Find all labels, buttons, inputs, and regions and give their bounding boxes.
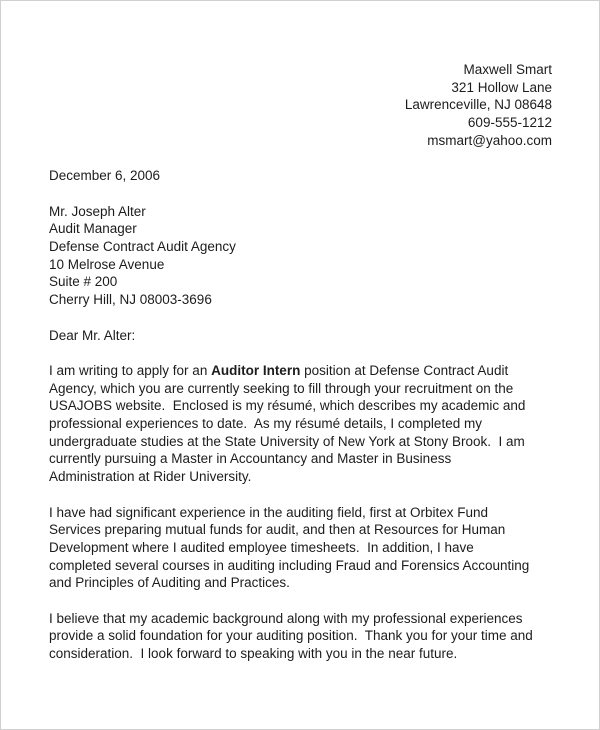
text-line: Maxwell Smart: [463, 62, 552, 77]
text-line: provide a solid foundation for your auditing position. Thank you for your time and: [49, 628, 533, 644]
text-line: I am writing to apply for an Auditor Intern position at Defense Contract Audit: [49, 362, 509, 378]
body-paragraph: [49, 504, 552, 593]
text-line: Audit Manager: [49, 221, 137, 237]
text-line: and Principles of Auditing and Practices.: [49, 575, 290, 591]
text-line: Administration at Rider University.: [49, 469, 252, 485]
text-line: currently pursuing a Master in Accountancy and Master in Business: [49, 451, 452, 467]
text-line: consideration. I look forward to speaking with you in the near future.: [49, 646, 458, 662]
text-line: Cherry Hill, NJ 08003-3696: [49, 292, 212, 308]
sender-address-block: [49, 61, 552, 150]
text-line: I have had significant experience in the auditing field, first at Orbitex Fund: [49, 504, 489, 520]
recipient-address-block: [49, 203, 552, 309]
bold-text: Auditor Intern: [211, 362, 301, 378]
text-line: 10 Melrose Avenue: [49, 256, 165, 272]
body-paragraph: [49, 362, 552, 486]
text-line: Agency, which you are currently seeking to fill through your recruitment on the: [49, 380, 514, 396]
text-line: Lawrenceville, NJ 08648: [404, 97, 552, 113]
text-line: Defense Contract Audit Agency: [49, 239, 236, 254]
text-line: undergraduate studies at the State University of New York at Stony Brook. I am: [49, 433, 525, 449]
text-line: msmart@yahoo.com: [427, 132, 552, 148]
text-line: 321 Hollow Lane: [451, 79, 552, 95]
text-line: Mr. Joseph Alter: [49, 203, 146, 219]
text-line: USAJOBS website. Enclosed is my résumé, which describes my academic and: [49, 398, 526, 414]
text-line: Development where I audited employee timesheets. In addition, I have: [49, 539, 474, 555]
text-line: 609-555-1212: [467, 115, 552, 131]
text-line: completed several courses in auditing including Fraud and Forensics Accounting: [49, 557, 530, 573]
body-paragraph: [49, 610, 552, 663]
text-line: I believe that my academic background along with my professional experiences: [49, 610, 523, 626]
text-line: Suite # 200: [49, 274, 118, 290]
text-line: Services preparing mutual funds for audit, and then at Resources for Human: [49, 522, 506, 538]
letter-body: [49, 362, 552, 663]
salutation-line: Dear Mr. Alter:: [49, 327, 136, 343]
text-line: professional experiences to date. As my résumé details, I completed my: [49, 416, 482, 431]
letter-date: December 6, 2006: [49, 168, 161, 184]
